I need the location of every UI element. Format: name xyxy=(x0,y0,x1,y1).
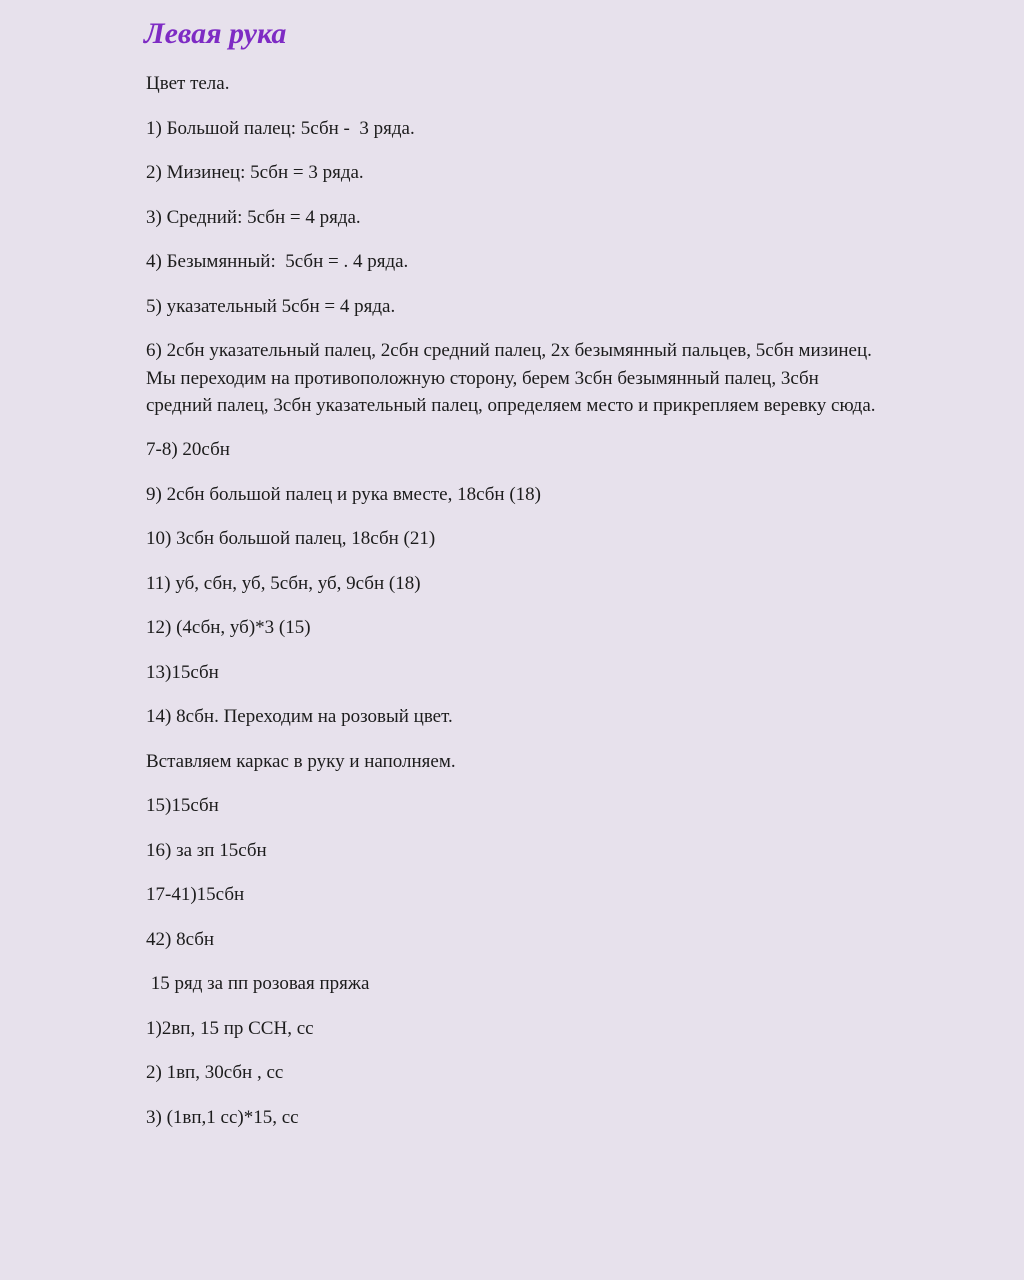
row-line: 3) (1вп,1 сс)*15, сс xyxy=(146,1107,299,1128)
row-line: 42) 8сбн xyxy=(146,929,215,950)
step-6-line: средний палец, 3сбн указательный палец, определяем место и прикрепляем веревку сюда. xyxy=(146,395,876,416)
row-line: 11) уб, сбн, уб, 5сбн, уб, 9сбн (18) xyxy=(146,573,421,594)
row-line: 1)2вп, 15 пр ССН, сс xyxy=(146,1018,314,1039)
intro-text: Цвет тела. xyxy=(146,73,230,94)
section-note: 15 ряд за пп розовая пряжа xyxy=(146,973,370,994)
row-line: 2) 1вп, 30сбн , сс xyxy=(146,1062,284,1083)
step-line: 1) Большой палец: 5сбн - 3 ряда. xyxy=(146,118,415,139)
page-title: Левая рука xyxy=(144,17,287,50)
row-line: 14) 8сбн. Переходим на розовый цвет. xyxy=(146,706,453,727)
step-line: 5) указательный 5сбн = 4 ряда. xyxy=(146,296,396,317)
step-6-line: 6) 2сбн указательный палец, 2сбн средний палец, 2х безымянный пальцев, 5сбн мизинец. xyxy=(146,340,872,361)
row-line: 15)15сбн xyxy=(146,795,219,816)
row-line: 17-41)15сбн xyxy=(146,884,245,905)
row-line: 13)15сбн xyxy=(146,662,219,683)
instruction-line: Вставляем каркас в руку и наполняем. xyxy=(146,751,456,772)
row-line: 12) (4сбн, уб)*3 (15) xyxy=(146,617,311,638)
row-line: 10) 3сбн большой палец, 18сбн (21) xyxy=(146,528,436,549)
step-6-paragraph xyxy=(146,337,966,420)
step-6-line: Мы переходим на противоположную сторону, берем 3сбн безымянный палец, 3сбн xyxy=(146,367,819,389)
row-line: 7-8) 20сбн xyxy=(146,439,230,460)
step-line: 4) Безымянный: 5сбн = . 4 ряда. xyxy=(146,251,409,272)
row-line: 9) 2сбн большой палец и рука вместе, 18сбн (18) xyxy=(146,484,541,505)
step-line: 3) Средний: 5сбн = 4 ряда. xyxy=(146,207,361,228)
row-line: 16) за зп 15сбн xyxy=(146,840,267,861)
step-line: 2) Мизинец: 5сбн = 3 ряда. xyxy=(146,162,364,183)
